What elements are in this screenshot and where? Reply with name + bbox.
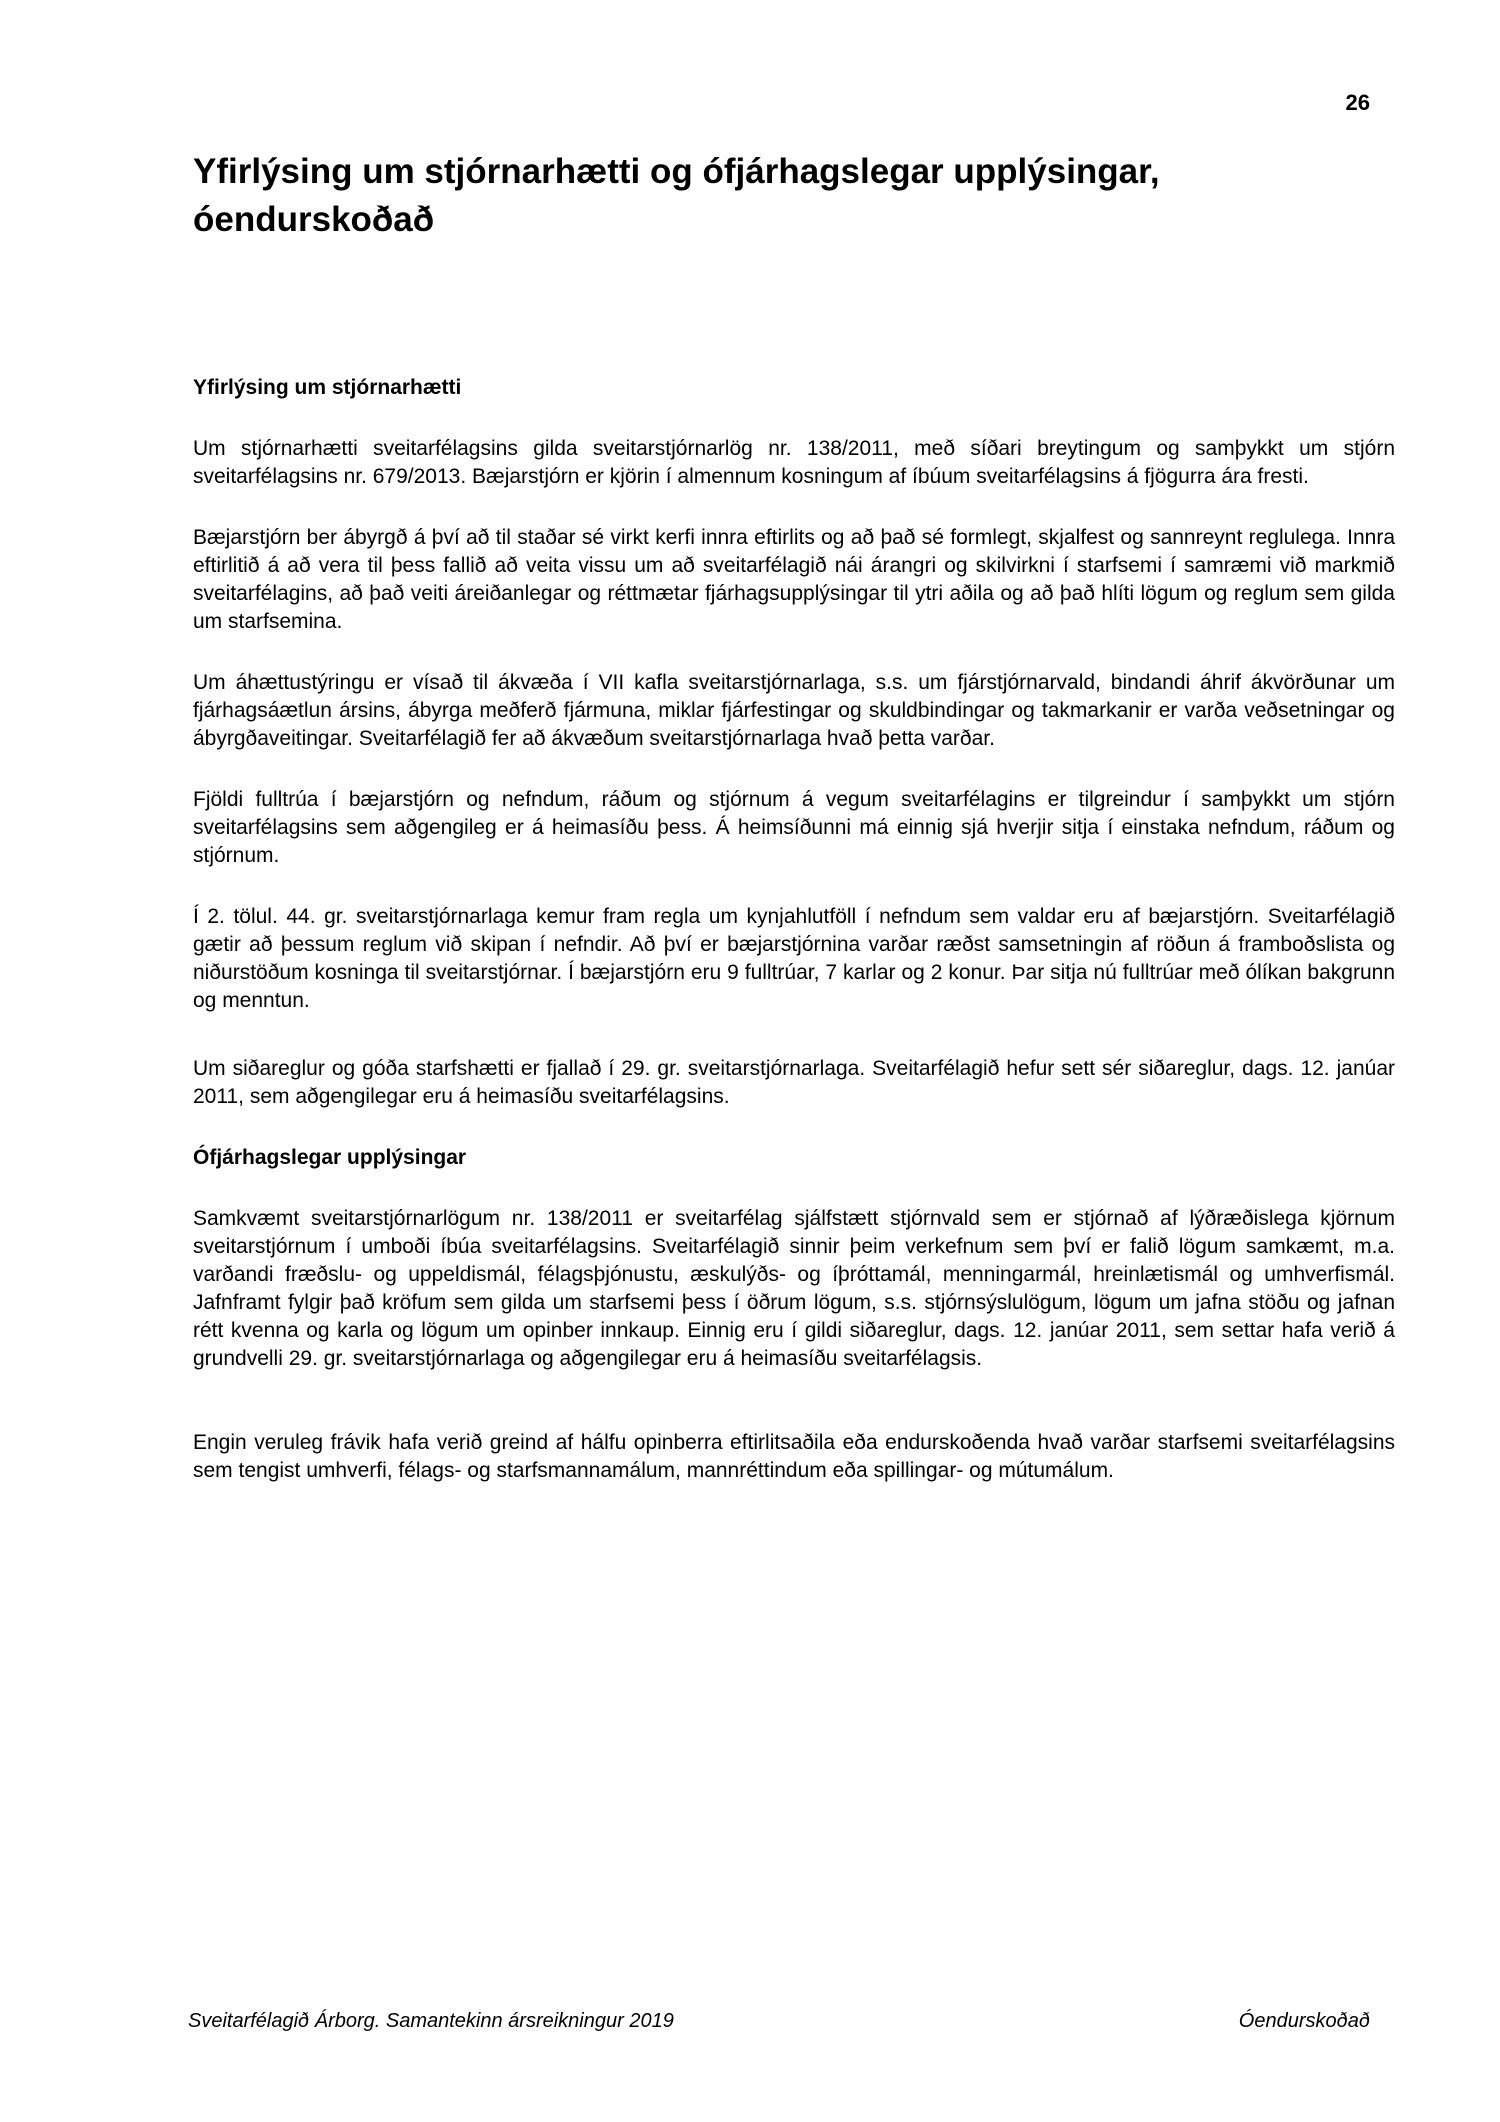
page-title-line-1: Yfirlýsing um stjórnarhætti og ófjárhagslegar upplýsingar, — [193, 152, 1160, 191]
section-heading-governance: Yfirlýsing um stjórnarhætti — [193, 376, 462, 399]
page-footer — [188, 2010, 1370, 2033]
footer-left: Sveitarfélagið Árborg. Samantekinn ársreikningur 2019 — [188, 2010, 674, 2032]
paragraph-non-financial-2: Engin veruleg frávik hafa verið greind af hálfu opinberra eftirlitsaðila eða endurskoðenda hvað varðar starfsemi sveitarfélagsins sem tengist umhverfi, félags- og starfsmannamálum, mannréttindum eða spillingar- og mútumálum. — [193, 1431, 1395, 1482]
paragraph-governance-6: Um siðareglur og góða starfshætti er fjallað í 29. gr. sveitarstjórnarlaga. Sveitarfélagið hefur sett sér siðareglur, dags. 12. janúar 2011, sem aðgengilegar eru á heimasíðu sveitarfélagsins. — [193, 1057, 1395, 1108]
paragraph-non-financial-1: Samkvæmt sveitarstjórnarlögum nr. 138/2011 er sveitarfélag sjálfstætt stjórnvald sem er stjórnað af lýðræðislega kjörnum sveitarstjórnum í umboði íbúa sveitarfélagsins. Sveitarfélagið sinnir þeim verkefnum sem því er falið lögum samkæmt, m.a. varðandi fræðslu- og uppeldismál, félagsþjónustu, æskulýðs- og íþróttamál, menningarmál, hreinlætismál og umhverfismál. Jafnframt fylgir það kröfum sem gilda um starfsemi þess í öðrum lögum, s.s. stjórnsýslulögum, lögum um jafna stöðu og jafnan rétt kvenna og karla og lögum um opinber innkaup. Einnig eru í gildi siðareglur, dags. 12. janúar 2011, sem settar hafa verið á grundvelli 29. gr. sveitarstjórnarlaga og aðgengilegar eru á heimasíðu sveitarfélagsis. — [193, 1207, 1395, 1370]
page-title-line-2: óendurskoðað — [193, 200, 435, 239]
paragraph-governance-4: Fjöldi fulltrúa í bæjarstjórn og nefndum, ráðum og stjórnum á vegum sveitarfélagins er tilgreindur í samþykkt um stjórn sveitarfélagsins sem aðgengileg er á heimasíðu þess. Á heimsíðunni má einnig sjá hverjir sitja í einstaka nefndum, ráðum og stjórnum. — [193, 788, 1395, 867]
page-title — [193, 148, 1395, 244]
paragraph-governance-3: Um áhættustýringu er vísað til ákvæða í VII kafla sveitarstjórnarlaga, s.s. um fjárstjórnarvald, bindandi áhrif ákvörðunar um fjárhagsáætlun ársins, ábyrga meðferð fjármuna, miklar fjárfestingar og skuldbindingar og takmarkanir er varða veðsetningar og ábyrgðaveitingar. Sveitarfélagið fer að ákvæðum sveitarstjórnarlaga hvað þetta varðar. — [193, 671, 1395, 750]
footer-right: Óendurskoðað — [1238, 2010, 1370, 2032]
paragraph-governance-5: Í 2. tölul. 44. gr. sveitarstjórnarlaga kemur fram regla um kynjahlutföll í nefndum sem valdar eru af bæjarstjórn. Sveitarfélagið gætir að þessum reglum við skipan í nefndir. Að því er bæjarstjórnina varðar ræðst samsetningin af röðun á framboðslista og niðurstöðum kosninga til sveitarstjórnar. Í bæjarstjórn eru 9 fulltrúar, 7 karlar og 2 konur. Þar sitja nú fulltrúar með ólíkan bakgrunn og menntun. — [193, 905, 1395, 1012]
page-number: 26 — [1345, 90, 1370, 115]
document-body — [193, 148, 1395, 1485]
paragraph-governance-2: Bæjarstjórn ber ábyrgð á því að til staðar sé virkt kerfi innra eftirlits og að það sé formlegt, skjalfest og sannreynt reglulega. Innra eftirlitið á að vera til þess fallið að veita vissu um að sveitarfélagið nái árangri og skilvirkni í starfsemi í samræmi við markmið sveitarfélagins, að það veiti áreiðanlegar og réttmætar fjárhagsupplýsingar til ytri aðila og að það hlíti lögum og reglum sem gilda um starfsemina. — [193, 526, 1395, 633]
paragraph-governance-1: Um stjórnarhætti sveitarfélagsins gilda sveitarstjórnarlög nr. 138/2011, með síðari breytingum og samþykkt um stjórn sveitarfélagsins nr. 679/2013. Bæjarstjórn er kjörin í almennum kosningum af íbúum sveitarfélagsins á fjögurra ára fresti. — [193, 437, 1395, 488]
section-heading-non-financial: Ófjárhagslegar upplýsingar — [193, 1146, 467, 1169]
